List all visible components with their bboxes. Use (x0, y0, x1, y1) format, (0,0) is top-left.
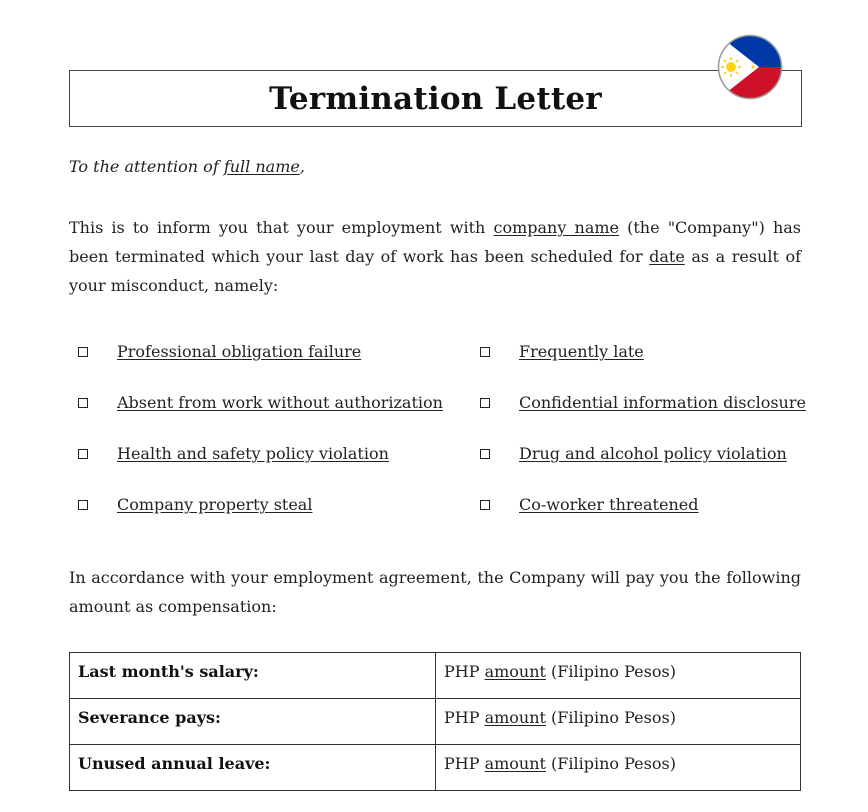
reason-item[interactable] (480, 393, 806, 412)
date-field[interactable]: date (649, 247, 685, 266)
checkbox[interactable] (480, 449, 490, 459)
amount-field[interactable]: amount (484, 754, 546, 773)
reason-item[interactable] (480, 444, 787, 463)
checkbox[interactable] (78, 398, 88, 408)
currency-note: (Filipino Pesos) (545, 662, 676, 681)
reason-item[interactable] (78, 342, 361, 361)
checkbox[interactable] (78, 449, 88, 459)
payment-value (436, 745, 801, 791)
intro-paragraph (69, 213, 801, 300)
document-title: Termination Letter (269, 80, 602, 117)
compensation-paragraph: In accordance with your employment agreement, the Company will pay you the following amount as compensation: (69, 568, 801, 616)
currency: PHP (444, 754, 485, 773)
currency: PHP (444, 662, 485, 681)
title-box (69, 70, 802, 127)
compensation-table (69, 652, 801, 791)
table-row (70, 653, 801, 699)
amount-field[interactable]: amount (484, 708, 546, 727)
intro-text-1: This is to inform you that your employment with (69, 218, 494, 237)
checkbox[interactable] (480, 500, 490, 510)
reason-label: Frequently late (519, 342, 644, 361)
currency: PHP (444, 708, 485, 727)
currency-note: (Filipino Pesos) (545, 754, 676, 773)
currency-note: (Filipino Pesos) (545, 708, 676, 727)
reason-item[interactable] (480, 342, 644, 361)
reason-label: Co-worker threatened (519, 495, 699, 514)
reason-label: Absent from work without authorization (117, 393, 443, 412)
recipient-name-field[interactable]: full name (223, 157, 300, 176)
attention-suffix: , (299, 157, 305, 176)
reason-label: Company property steal (117, 495, 313, 514)
checkbox[interactable] (480, 398, 490, 408)
intro-text-2: (the "Company") has been terminated which your last day of work has been scheduled for (69, 218, 801, 266)
amount-field[interactable]: amount (484, 662, 546, 681)
checkbox[interactable] (480, 347, 490, 357)
attention-line (69, 157, 305, 176)
reason-label: Confidential information disclosure (519, 393, 806, 412)
payment-value (436, 699, 801, 745)
payment-label: Unused annual leave: (70, 745, 436, 791)
payment-value (436, 653, 801, 699)
attention-prefix: To the attention of (69, 157, 224, 176)
table-row (70, 699, 801, 745)
reason-label: Drug and alcohol policy violation (519, 444, 787, 463)
intro-text-3: as a result of your misconduct, namely: (69, 247, 801, 295)
checkbox[interactable] (78, 500, 88, 510)
philippines-flag-icon (717, 34, 783, 100)
reason-item[interactable] (78, 495, 312, 514)
reason-item[interactable] (78, 444, 389, 463)
reason-label: Professional obligation failure (117, 342, 362, 361)
reason-item[interactable] (78, 393, 443, 412)
reason-label: Health and safety policy violation (117, 444, 389, 463)
payment-label: Severance pays: (70, 699, 436, 745)
company-name-field[interactable]: company name (493, 218, 619, 237)
payment-label: Last month's salary: (70, 653, 436, 699)
table-row (70, 745, 801, 791)
checkbox[interactable] (78, 347, 88, 357)
reason-item[interactable] (480, 495, 698, 514)
